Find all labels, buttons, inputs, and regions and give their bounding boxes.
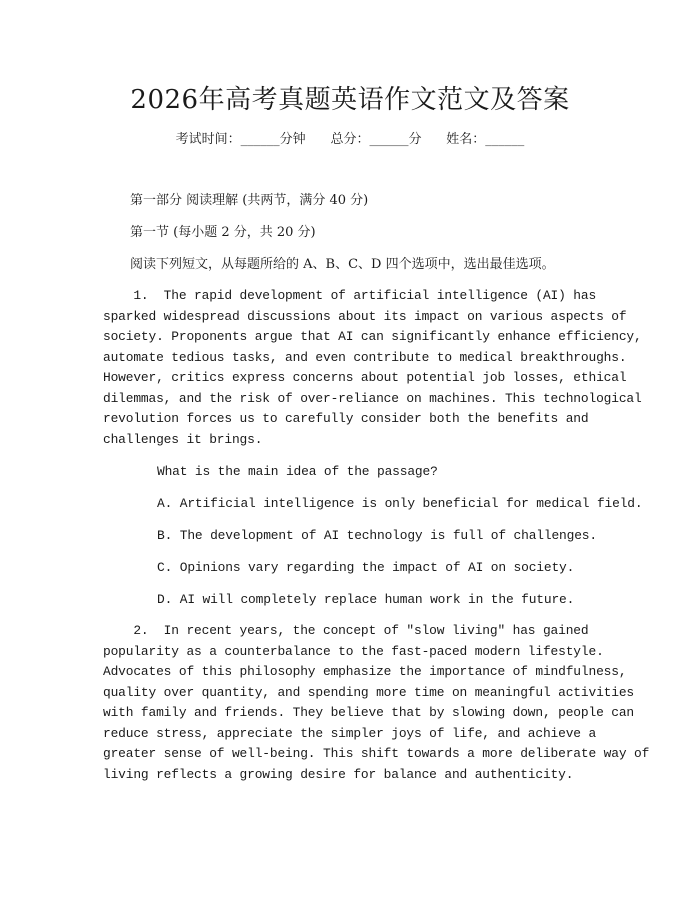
passage-line: reduce stress, appreciate the simpler joys of life, and achieve a xyxy=(103,725,597,741)
passage-line: living reflects a growing desire for balance and authenticity. xyxy=(103,766,574,782)
exam-time-field: 考试时间：______分钟 xyxy=(175,132,306,147)
option-d: D. AI will completely replace human work in the future. xyxy=(157,592,575,607)
section-heading: 第一部分 阅读理解 (共两节，满分 40 分) xyxy=(130,193,369,208)
total-score-field: 总分：______分 xyxy=(330,132,422,147)
passage-line: 1. The rapid development of artificial intelligence (AI) has xyxy=(103,288,597,303)
passage-line: automate tedious tasks, and even contribute to medical breakthroughs. xyxy=(103,349,627,365)
passage-line: greater sense of well-being. This shift towards a more deliberate way of xyxy=(103,746,650,761)
passage-line: Advocates of this philosophy emphasize the importance of mindfulness, xyxy=(103,664,627,679)
option-a: A. Artificial intelligence is only beneficial for medical field. xyxy=(157,496,643,511)
passage-line: revolution forces us to carefully consider both the benefits and xyxy=(103,411,589,426)
instruction-text: 阅读下列短文，从每题所给的 A、B、C、D 四个选项中，选出最佳选项。 xyxy=(130,257,555,272)
passage-2 xyxy=(103,621,650,785)
subsection-heading: 第一节 (每小题 2 分，共 20 分) xyxy=(130,225,316,240)
passage-line: However, critics express concerns about potential job losses, ethical xyxy=(103,370,627,385)
passage-line: 2. In recent years, the concept of "slow living" has gained xyxy=(103,623,589,638)
passage-line: popularity as a counterbalance to the fast-paced modern lifestyle. xyxy=(103,643,604,659)
passage-line: quality over quantity, and spending more time on meaningful activities xyxy=(103,684,634,700)
passage-line: challenges it brings. xyxy=(103,431,263,447)
passage-line: dilemmas, and the risk of over-reliance on machines. This technological xyxy=(103,390,642,406)
passage-line: sparked widespread discussions about its impact on various aspects of xyxy=(103,308,627,324)
passage-line: with family and friends. They believe that by slowing down, people can xyxy=(103,705,634,720)
option-c: C. Opinions vary regarding the impact of AI on society. xyxy=(157,560,575,575)
question-text: What is the main idea of the passage? xyxy=(157,464,438,479)
exam-meta xyxy=(0,130,700,150)
page-title: 2026年高考真题英语作文范文及答案 xyxy=(130,85,570,115)
passage-1 xyxy=(103,286,642,450)
passage-line: society. Proponents argue that AI can significantly enhance efficiency, xyxy=(103,329,642,344)
option-b: B. The development of AI technology is full of challenges. xyxy=(157,528,597,543)
name-field: 姓名：______ xyxy=(446,132,525,147)
